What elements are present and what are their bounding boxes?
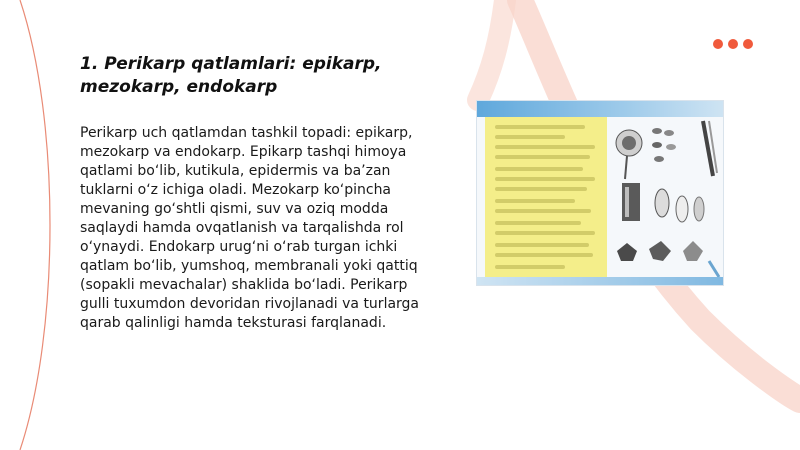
dot	[728, 39, 738, 49]
upper-ring-arc	[478, 0, 505, 100]
plant-drawings	[477, 101, 724, 286]
three-dots-icon	[713, 39, 753, 49]
dot	[743, 39, 753, 49]
sunflower-drawing	[616, 130, 642, 179]
left-thin-arc	[20, 0, 50, 450]
flower-drawings	[617, 241, 719, 277]
illustration-footer-band	[477, 277, 724, 285]
botanical-illustration	[476, 100, 724, 286]
slide-body-text: Perikarp uch qatlamdan tashkil topadi: epikarp, mezokarp va endokarp. Epikarp tashqi himoya qatlami bo‘lib, kutikula, epidermis va ba’zan tuklarni o‘z ichiga oladi. Mezokarp ko‘pincha mevaning go‘shtli qismi, suv va oziq modda saqlaydi hamda ovqatlanish va tarqalishda rol o‘ynaydi. Endokarp urug‘ni o‘rab turgan ichki qatlam bo‘lib, yumshoq, membranali yoki qattiq (sopakli mevachalar) shaklida bo‘ladi. Perikarp gulli tuxumdon devoridan rivojlanadi va turlarga qarab qalinligi hamda teksturasi farqlanadi.	[80, 125, 420, 331]
stem-drawing	[703, 121, 717, 176]
slide-title: 1. Perikarp qatlamlari: epikarp, mezokarp, endokarp	[80, 54, 382, 97]
seed-drawings	[652, 128, 676, 162]
fruit-section-drawings	[622, 183, 704, 222]
dot	[713, 39, 723, 49]
